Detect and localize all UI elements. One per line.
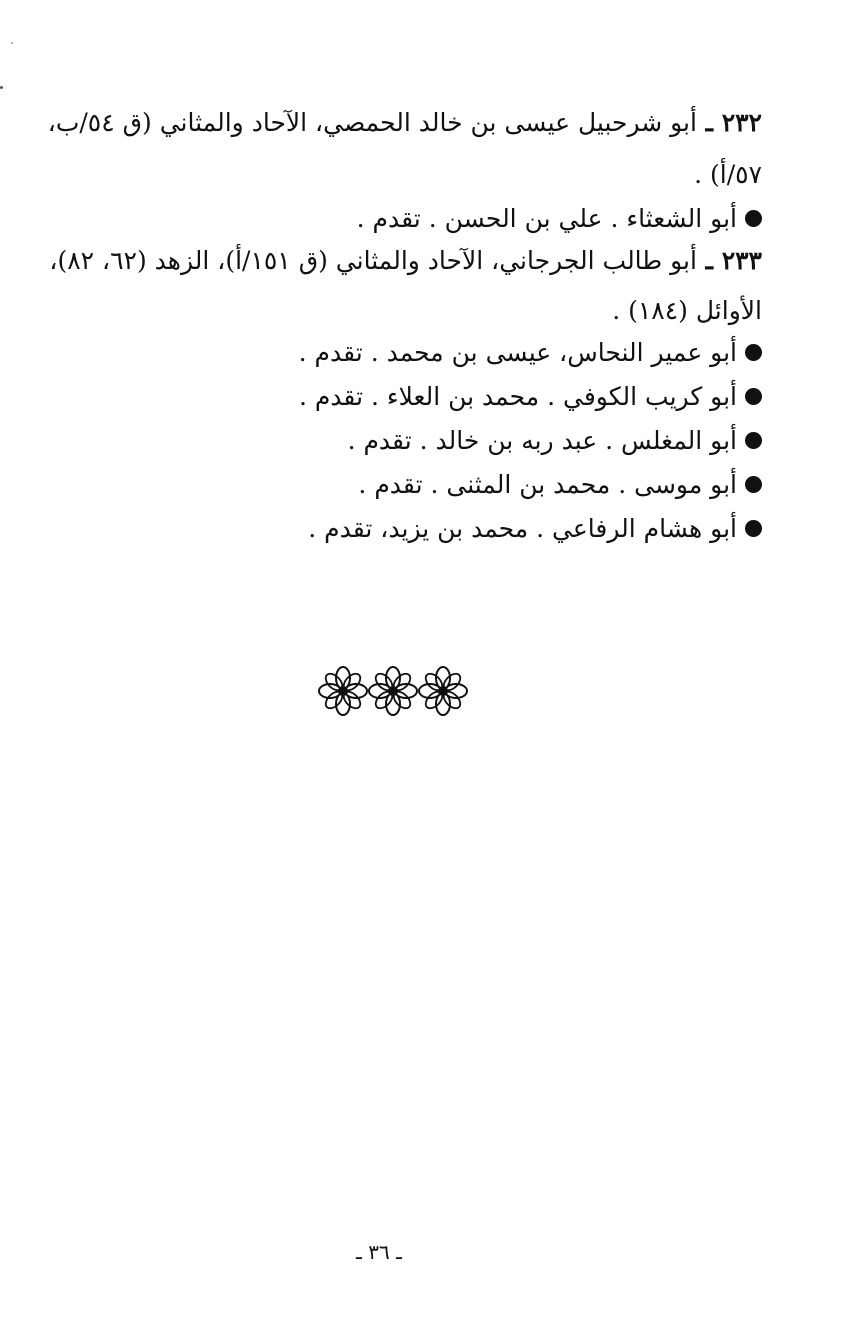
bullet-item — [348, 421, 762, 461]
bullet-item-abu-alshatha — [357, 199, 762, 239]
bullet-text: أبو كريب الكوفي . محمد بن العلاء . تقدم . — [298, 382, 737, 411]
bullet-text: أبو هشام الرفاعي . محمد بن يزيد، تقدم . — [308, 514, 737, 543]
bullet-item — [299, 377, 762, 417]
entry-233-line-2 — [612, 291, 762, 331]
flower-icon — [319, 667, 367, 715]
scan-speck — [0, 86, 3, 89]
entry-dash: ـ — [696, 246, 722, 275]
entry-number: ٢٣٢ — [721, 108, 762, 137]
bullet-item — [308, 509, 762, 549]
bullet-dot-icon — [745, 344, 762, 361]
scan-speck — [11, 42, 13, 44]
bullet-text: أبو الشعثاء . علي بن الحسن . تقدم . — [356, 204, 737, 233]
bullet-text: أبو عمير النحاس، عيسى بن محمد . تقدم . — [298, 338, 737, 367]
bullet-text: أبو المغلس . عبد ربه بن خالد . تقدم . — [347, 426, 737, 455]
entry-dash: ـ — [696, 108, 722, 137]
flower-icon — [419, 667, 467, 715]
flower-icon — [369, 667, 417, 715]
entry-232-line-2 — [694, 155, 762, 195]
entry-233-line-1 — [49, 241, 762, 281]
bullet-text: أبو موسى . محمد بن المثنى . تقدم . — [358, 470, 737, 499]
bullet-dot-icon — [745, 432, 762, 449]
bullet-dot-icon — [745, 388, 762, 405]
entry-text: أبو شرحبيل عيسى بن خالد الحمصي، الآحاد والمثاني (ق ٥٤/ب، — [47, 108, 697, 137]
bullet-dot-icon — [745, 520, 762, 537]
entry-text: أبو طالب الجرجاني، الآحاد والمثاني (ق ١٥١/أ)، الزهد (٦٢، ٨٢)، — [49, 246, 697, 275]
bullet-dot-icon — [745, 476, 762, 493]
bullet-item — [358, 465, 762, 505]
entry-number: ٢٣٣ — [721, 246, 762, 275]
entry-232-line-1 — [48, 103, 762, 143]
entry-text-continued: الأوائل (١٨٤) . — [612, 296, 762, 325]
flower-ornament-icon — [318, 663, 468, 719]
entry-text-continued: ٥٧/أ) . — [694, 160, 762, 189]
bullet-item — [299, 333, 762, 373]
bullet-dot-icon — [745, 210, 762, 227]
page-number: ـ ٣٦ ـ — [356, 1240, 402, 1264]
